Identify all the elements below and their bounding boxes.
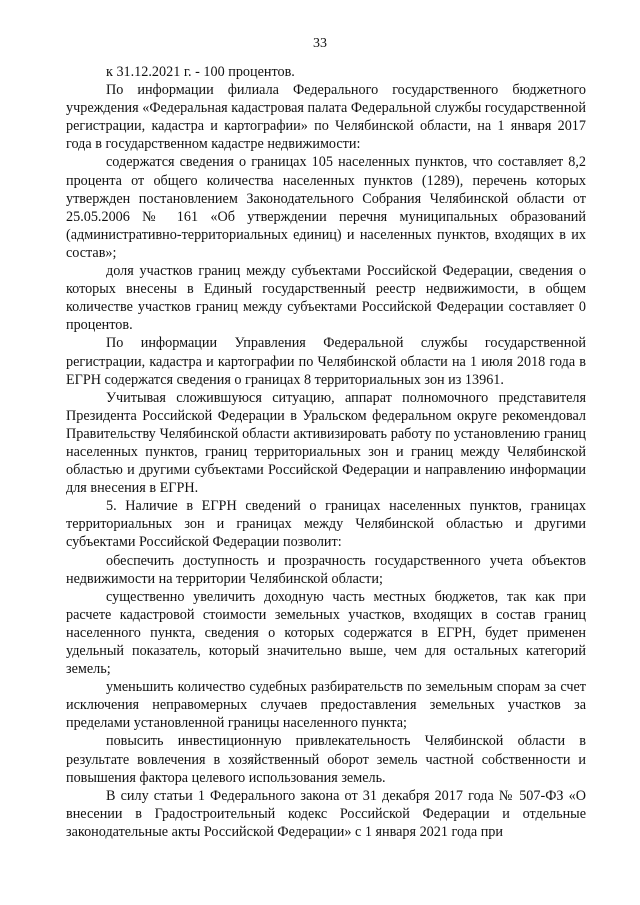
paragraph: По информации Управления Федеральной службы государственной регистрации, кадастра и картографии по Челябинской области на 1 июля 2018 года в ЕГРН содержатся сведения о границах 8 территориальных зон из 13961.: [66, 335, 586, 388]
document-body: [66, 63, 586, 841]
paragraph: Учитывая сложившуюся ситуацию, аппарат полномочного представителя Президента Российской Федерации в Уральском федеральном округе рекомендовал Правительству Челябинской области активизировать работу по установлению границ населенных пунктов, границ территориальных зон и границ между Челябинской областью и другими субъектами Российской Федерации и направлению информации для внесения в ЕГРН.: [66, 389, 586, 497]
paragraph: повысить инвестиционную привлекательность Челябинской области в результате вовлечения в хозяйственный оборот земель частной собственности и повышения фактора целевого использования земель.: [66, 733, 586, 786]
paragraph: к 31.12.2021 г. - 100 процентов.: [106, 64, 295, 80]
paragraph: В силу статьи 1 Федерального закона от 31 декабря 2017 года № 507-ФЗ «О внесении в Градостроительный кодекс Российской Федерации и отдельные законодательные акты Российской Федерации» с 1 января 2021 года при: [66, 787, 586, 840]
paragraph: существенно увеличить доходную часть местных бюджетов, так как при расчете кадастровой стоимости земельных участков, входящих в состав границ населенного пункта, сведения о которых содержатся в ЕГРН, будет применен удельный показатель, который значительно выше, чем для остальных категорий земель;: [66, 588, 586, 678]
paragraph: По информации филиала Федерального государственного бюджетного учреждения «Федеральная кадастровая палата Федеральной службы государственной регистрации, кадастра и картографии» по Челябинской области, на 1 января 2017 года в государственном кадастре недвижимости:: [66, 82, 586, 153]
paragraph: 5. Наличие в ЕГРН сведений о границах населенных пунктов, границах территориальных зон и границах между Челябинской областью и другими субъектами Российской Федерации позволит:: [66, 498, 586, 551]
paragraph: доля участков границ между субъектами Российской Федерации, сведения о которых внесены в Единый государственный реестр недвижимости, в общем количестве участков границ между субъектами Российской Федерации составляет 0 процентов.: [66, 263, 586, 334]
paragraph: содержатся сведения о границах 105 населенных пунктов, что составляет 8,2 процента от общего количества населенных пунктов (1289), перечень которых утвержден постановлением Законодательного Собрания Челябинской области от 25.05.2006 № 161 «Об утверждении перечня муниципальных образований (административно-территориальных единиц) и населенных пунктов, входящих в их состав»;: [66, 154, 586, 261]
paragraph: обеспечить доступность и прозрачность государственного учета объектов недвижимости на территории Челябинской области;: [66, 552, 586, 587]
paragraph: уменьшить количество судебных разбирательств по земельным спорам за счет исключения неправомерных случаев предоставления земельных участков за пределами установленной границы населенного пункта;: [66, 679, 586, 732]
page-number: 33: [313, 36, 327, 51]
